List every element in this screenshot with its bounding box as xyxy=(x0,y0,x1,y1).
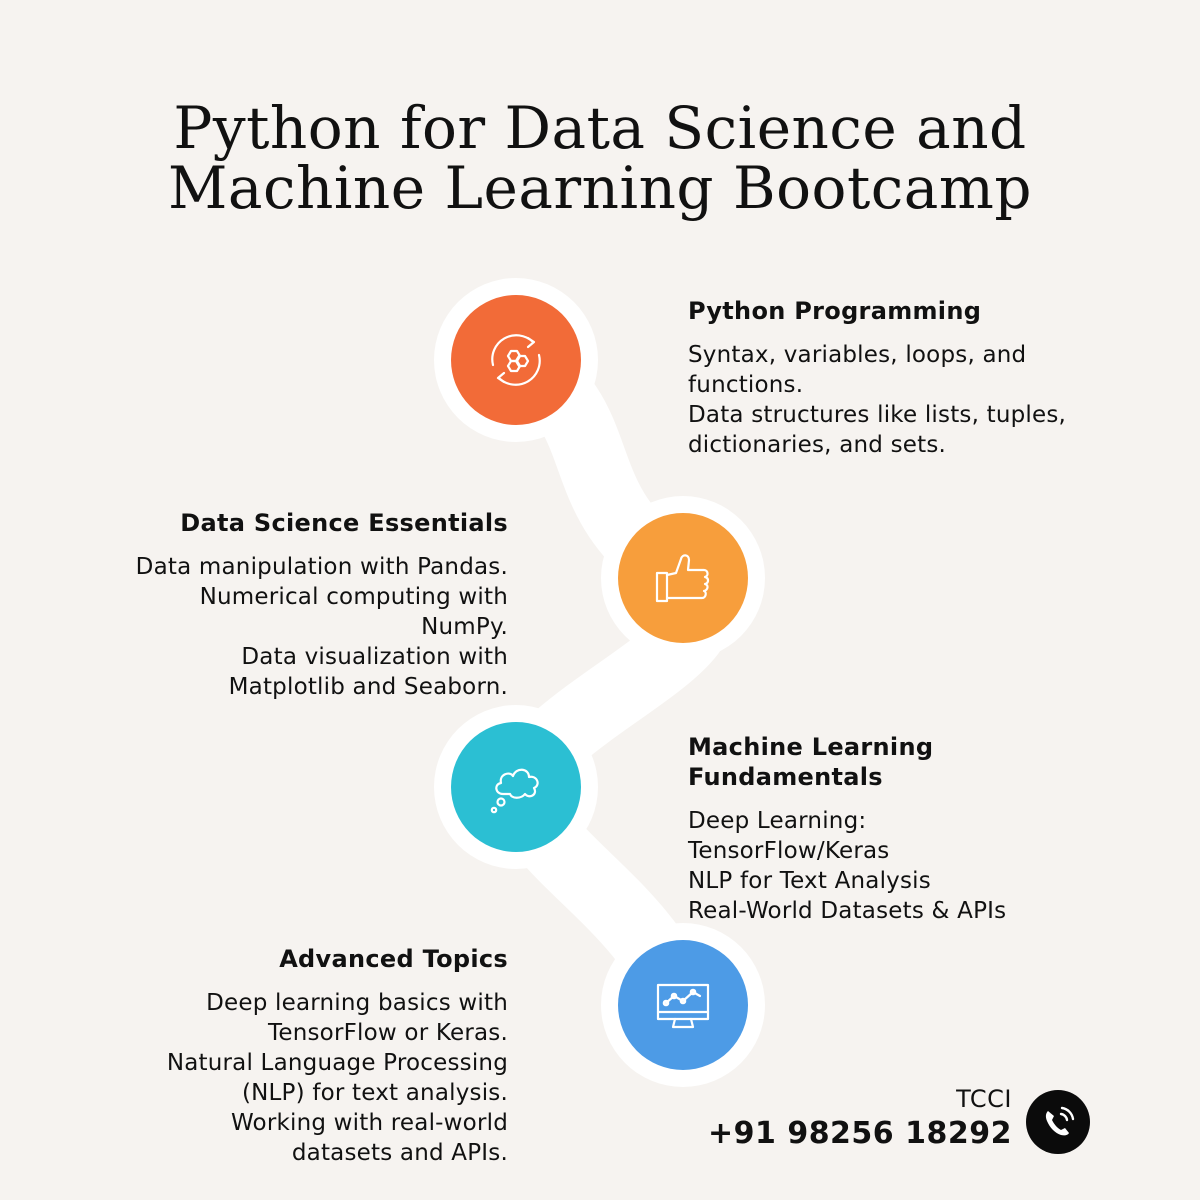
step-4-line: Working with real-world xyxy=(230,1110,508,1136)
phone-number[interactable]: +91 98256 18292 xyxy=(707,1116,1012,1151)
step-4-text xyxy=(68,944,508,1168)
step-1-heading: Python Programming xyxy=(688,297,982,325)
phone-icon[interactable] xyxy=(1026,1090,1090,1154)
thought-cloud-icon xyxy=(481,752,551,822)
company-name: TCCI xyxy=(956,1085,1012,1113)
step-2-line: Data visualization with xyxy=(241,644,508,670)
step-1-line: functions. xyxy=(688,372,804,398)
step-3-heading xyxy=(688,732,1108,792)
step-1-description xyxy=(688,340,1108,460)
step-2-text xyxy=(88,508,508,702)
step-3-line: TensorFlow/Keras xyxy=(688,838,890,864)
step-4-circle xyxy=(618,940,748,1070)
step-3-description xyxy=(688,806,1108,926)
thumbs-up-icon xyxy=(648,543,718,613)
step-2-line: Data manipulation with Pandas. xyxy=(135,554,508,580)
monitor-chart-icon xyxy=(648,970,718,1040)
step-1-line: Syntax, variables, loops, and xyxy=(688,342,1027,368)
step-3-line: Real-World Datasets & APIs xyxy=(688,898,1007,924)
step-2-heading: Data Science Essentials xyxy=(180,509,508,537)
title-line-1: Python for Data Science and xyxy=(173,94,1027,162)
step-4-line: (NLP) for text analysis. xyxy=(241,1080,508,1106)
hexagon-cycle-icon xyxy=(481,325,551,395)
step-1-line: Data structures like lists, tuples, xyxy=(688,402,1067,428)
step-2-line: NumPy. xyxy=(421,614,508,640)
step-3-line: Deep Learning: xyxy=(688,808,867,834)
contact-block xyxy=(708,1083,1012,1153)
step-4-line: Natural Language Processing xyxy=(166,1050,508,1076)
step-2-line: Numerical computing with xyxy=(199,584,508,610)
step-4-line: TensorFlow or Keras. xyxy=(268,1020,508,1046)
step-4-line: Deep learning basics with xyxy=(206,990,508,1016)
step-4-line: datasets and APIs. xyxy=(291,1140,508,1166)
step-3-line: NLP for Text Analysis xyxy=(688,868,931,894)
step-1-text xyxy=(688,296,1108,460)
step-1-line: dictionaries, and sets. xyxy=(688,432,947,458)
step-2-description xyxy=(88,552,508,702)
title-line-2: Machine Learning Bootcamp xyxy=(168,154,1032,222)
step-3-circle xyxy=(451,722,581,852)
step-3-text xyxy=(688,732,1108,926)
step-3-heading-line: Fundamentals xyxy=(688,763,883,791)
step-2-circle xyxy=(618,513,748,643)
step-4-description xyxy=(68,988,508,1168)
step-1-circle xyxy=(451,295,581,425)
step-2-line: Matplotlib and Seaborn. xyxy=(228,674,508,700)
step-4-heading: Advanced Topics xyxy=(279,945,508,973)
step-3-heading-line: Machine Learning xyxy=(688,733,934,761)
